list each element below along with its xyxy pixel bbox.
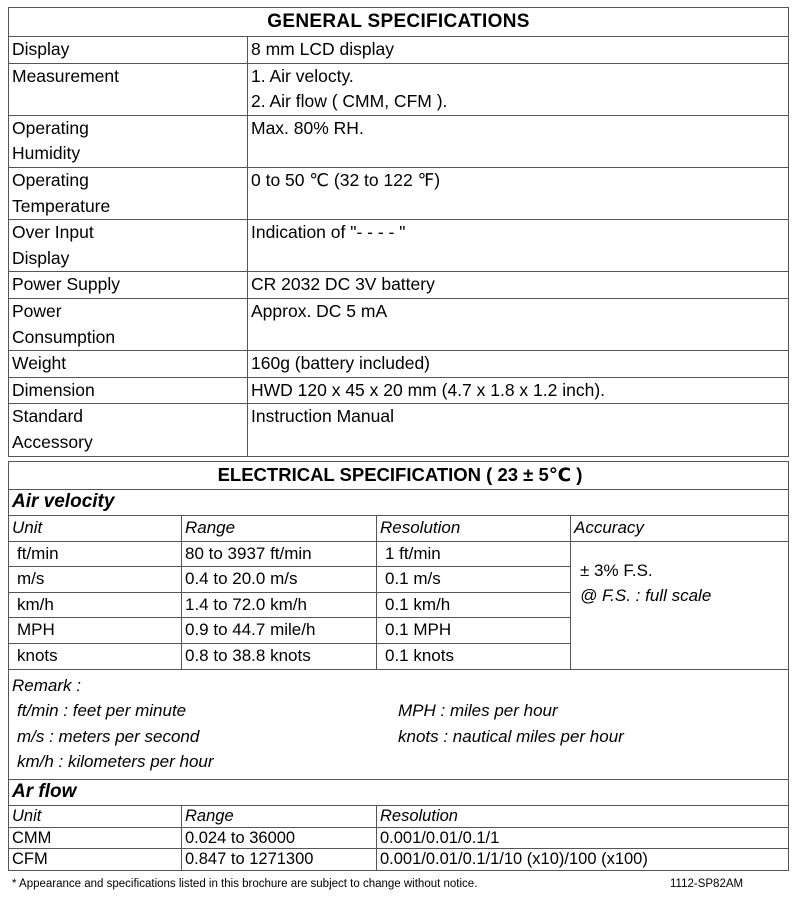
spec-value [248, 63, 789, 115]
spec-label [9, 63, 248, 115]
unit-cell: CFM [9, 849, 182, 871]
remark-item: knots : nautical miles per hour [398, 726, 624, 746]
spec-label-line: Measurement [12, 65, 119, 86]
column-header-range: Range [182, 805, 377, 827]
column-header-resolution: Resolution [377, 805, 789, 827]
air-flow-section-title: Ar flow [9, 779, 789, 805]
range-cell: 0.9 to 44.7 mile/h [182, 618, 377, 644]
spec-label [9, 377, 248, 404]
unit-cell: m/s [9, 567, 182, 593]
spec-value [248, 298, 789, 350]
range-cell: 0.8 to 38.8 knots [182, 643, 377, 669]
spec-label [9, 115, 248, 167]
spec-label [9, 37, 248, 64]
range-cell: 80 to 3937 ft/min [182, 541, 377, 567]
resolution-cell: 0.1 m/s [377, 567, 571, 593]
resolution-cell: 0.1 km/h [377, 592, 571, 618]
column-header-unit: Unit [9, 805, 182, 827]
table-row [9, 827, 789, 849]
table-row [9, 849, 789, 871]
spec-label-line: Weight [12, 353, 67, 374]
spec-value [248, 351, 789, 378]
remark-item: MPH : miles per hour [398, 701, 558, 721]
spec-label-line: Power Supply [12, 274, 120, 295]
column-header-range: Range [182, 516, 377, 542]
remark-block [9, 669, 789, 779]
general-specifications-title: GENERAL SPECIFICATIONS [9, 8, 789, 37]
spec-label [9, 220, 248, 272]
spec-label-line: Accessory [12, 431, 93, 452]
general-specifications-table [8, 7, 789, 457]
unit-cell: knots [9, 643, 182, 669]
range-cell: 0.4 to 20.0 m/s [182, 567, 377, 593]
resolution-cell: 0.001/0.01/0.1/1/10 (x10)/100 (x100) [377, 849, 789, 871]
spec-label-line: Dimension [12, 379, 95, 400]
remark-title: Remark : [12, 675, 81, 695]
document-code: 1112-SP82AM [670, 878, 744, 890]
spec-row [9, 272, 789, 299]
resolution-cell: 0.1 MPH [377, 618, 571, 644]
spec-value [248, 167, 789, 219]
spec-value-line: 1. Air velocty. [251, 65, 354, 86]
spec-value-line: Approx. DC 5 mA [251, 300, 388, 321]
spec-row [9, 37, 789, 64]
spec-value [248, 37, 789, 64]
unit-cell: km/h [9, 592, 182, 618]
spec-value-line: 2. Air flow ( CMM, CFM ). [251, 91, 448, 112]
spec-row [9, 220, 789, 272]
spec-label [9, 272, 248, 299]
spec-label-line: Power [12, 300, 62, 321]
spec-label-line: Standard [12, 406, 84, 427]
spec-label [9, 351, 248, 378]
remark-item: m/s : meters per second [17, 726, 200, 746]
spec-row [9, 63, 789, 115]
spec-row [9, 404, 789, 456]
spec-label-line: Display [12, 39, 70, 59]
remark-item: km/h : kilometers per hour [17, 752, 214, 772]
accuracy-note: @ F.S. : full scale [580, 585, 712, 605]
accuracy-cell [571, 541, 789, 669]
column-header-resolution: Resolution [377, 516, 571, 542]
resolution-cell: 0.1 knots [377, 643, 571, 669]
spec-value-line: 0 to 50 ℃ (32 to 122 ℉) [251, 169, 441, 190]
range-cell: 0.024 to 36000 [182, 827, 377, 849]
spec-row [9, 351, 789, 378]
unit-cell: ft/min [9, 541, 182, 567]
spec-value-line: CR 2032 DC 3V battery [251, 274, 435, 295]
spec-value [248, 115, 789, 167]
column-header-accuracy: Accuracy [571, 516, 789, 542]
spec-value [248, 220, 789, 272]
spec-row [9, 167, 789, 219]
spec-value [248, 404, 789, 456]
spec-label-line: Consumption [12, 326, 116, 347]
spec-label [9, 298, 248, 350]
air-velocity-section-title: Air velocity [9, 490, 789, 516]
spec-value-line: 160g (battery included) [251, 353, 430, 374]
unit-cell: CMM [9, 827, 182, 849]
spec-value-line: Indication of "- - - - " [251, 222, 406, 243]
resolution-cell: 1 ft/min [377, 541, 571, 567]
resolution-cell: 0.001/0.01/0.1/1 [377, 827, 789, 849]
spec-value-line: 8 mm LCD display [251, 39, 394, 59]
spec-label-line: Display [12, 247, 70, 268]
spec-label-line: Operating [12, 117, 89, 138]
accuracy-value: ± 3% F.S. [580, 560, 653, 580]
spec-label [9, 167, 248, 219]
unit-cell: MPH [9, 618, 182, 644]
spec-label [9, 404, 248, 456]
spec-value [248, 272, 789, 299]
remark-item: ft/min : feet per minute [17, 701, 187, 721]
range-cell: 0.847 to 1271300 [182, 849, 377, 871]
spec-label-line: Humidity [12, 143, 81, 164]
spec-row [9, 115, 789, 167]
electrical-specification-title: ELECTRICAL SPECIFICATION ( 23 ± 5℃ ) [9, 462, 789, 490]
spec-row [9, 298, 789, 350]
spec-value [248, 377, 789, 404]
footer-note: * Appearance and specifications listed in this brochure are subject to change without notice. [12, 878, 478, 890]
spec-value-line: Instruction Manual [251, 406, 394, 427]
spec-value-line: HWD 120 x 45 x 20 mm (4.7 x 1.8 x 1.2 inch). [251, 379, 606, 400]
electrical-specification-table [8, 461, 789, 871]
spec-value-line: Max. 80% RH. [251, 117, 364, 138]
table-row [9, 541, 789, 567]
range-cell: 1.4 to 72.0 km/h [182, 592, 377, 618]
spec-row [9, 377, 789, 404]
spec-label-line: Temperature [12, 195, 111, 216]
spec-label-line: Operating [12, 169, 89, 190]
spec-label-line: Over Input [12, 222, 94, 243]
column-header-unit: Unit [9, 516, 182, 542]
